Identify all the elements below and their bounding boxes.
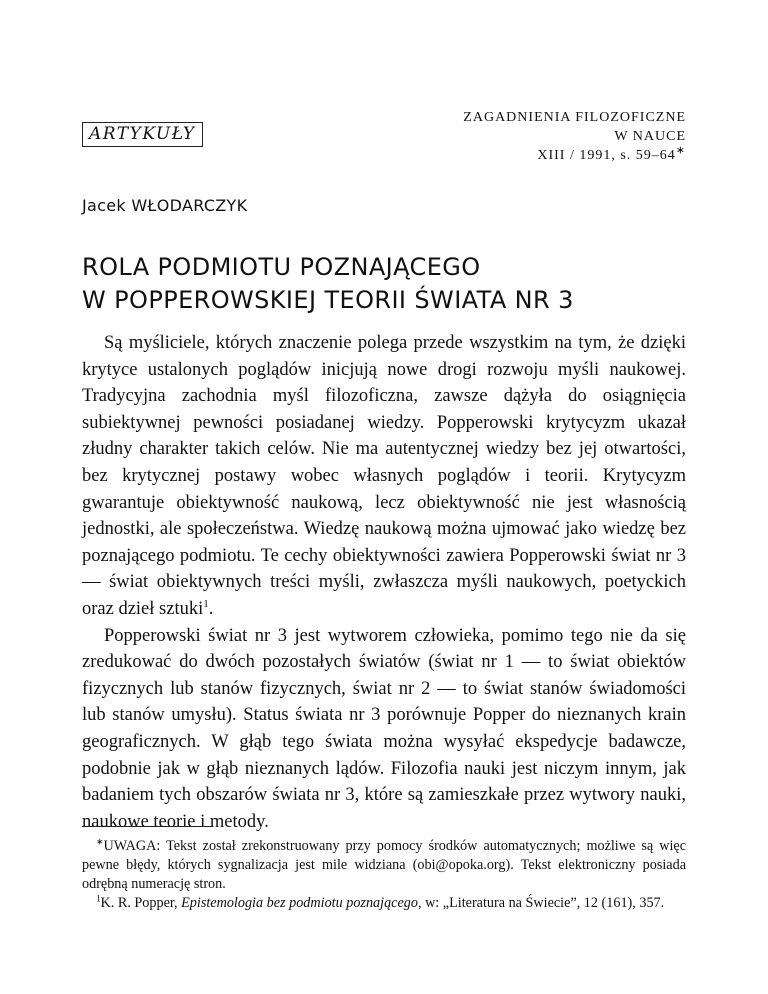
footnote-divider: [82, 826, 212, 827]
footnotes: [82, 837, 686, 913]
paragraph-2: Popperowski świat nr 3 jest wytworem człowieka, pomimo tego nie da się zredukować do dwóch pozostałych światów (świat nr 1 — to świat obiektów fizycznych lub stanów fizycznych, świat nr 2 — to świat stanów świadomości lub stanów umysłu). Status świata nr 3 porównuje Popper do nieznanych krain geograficznych. W głąb tego świata można wysyłać ekspedycje badawcze, podobnie jak w głąb nieznanych lądów. Filozofia nauki jest niczym innym, jak badaniem tych obszarów świata nr 3, które są zamieszkałe przez wytwory nauki, naukowe teorie i metody.: [82, 625, 686, 832]
paragraph-1-text: Są myśliciele, których znaczenie polega przede wszystkim na tym, że dzięki krytyce ustalonych poglądów inicjują nowe drogi rozwoju myśli naukowej. Tradycyjna zachodnia myśl filozoficzna, zawsze dążyła do osiągnięcia subiektywnej pewności posiadanej wiedzy. Popperowski krytycyzm ukazał złudny charakter takich celów. Nie ma autentycznej wiedzy bez jej otwartości, bez krytycznej postawy wobec własnych poglądów i teorii. Krytycyzm gwarantuje obiektywność naukową, lecz obiektywność nie jest własnością jednostki, ale społeczeństwa. Wiedzę naukową można ujmować jako wiedzę bez poznającego podmiotu. Te cechy obiektywności zawiera Popperowski świat nr 3 — świat obiektywnych treści myśli, zwłaszcza myśli naukowych, poetyckich oraz dzieł sztuki: [82, 333, 686, 619]
footnote-1-rest: , w: „Literatura na Świecie”, 12 (161), 357.: [417, 895, 665, 911]
article-title: [82, 251, 574, 317]
article-title-line2: W POPPEROWSKIEJ TEORII ŚWIATA NR 3: [82, 286, 574, 314]
footnote-star-text: UWAGA: Tekst został zrekonstruowany przy pomocy środków automatycznych; możliwe są więc pewne błędy, których sygnalizacja jest mile widziana (obi@opoka.org). Tekst elektroniczny posiada odrębną numerację stron.: [82, 838, 686, 892]
section-label: ARTYKUŁY: [82, 122, 203, 147]
journal-name-line1: ZAGADNIENIA FILOZOFICZNE: [463, 110, 686, 125]
article-title-line1: ROLA PODMIOTU POZNAJĄCEGO: [82, 253, 481, 281]
paragraph-1: [82, 330, 686, 623]
footnote-1-author: K. R. Popper,: [100, 895, 182, 911]
footnote-star-mark: ∗: [96, 836, 104, 847]
author-name: Jacek WŁODARCZYK: [82, 196, 248, 215]
footnote-1-mark: 1: [96, 893, 101, 904]
journal-info: [463, 108, 686, 165]
journal-issue-text: XIII / 1991, s. 59–64: [537, 148, 676, 163]
footnote-star: [82, 837, 686, 894]
article-body: [82, 330, 686, 835]
footnote-star-ref[interactable]: ∗: [675, 144, 686, 157]
journal-name-line2: W NAUCE: [614, 129, 686, 144]
paragraph-1-end: .: [208, 598, 214, 619]
footnote-1-book-title: Epistemologia bez podmiotu poznającego: [181, 895, 418, 911]
footnote-1: [82, 894, 686, 913]
journal-issue: [463, 146, 686, 165]
footnote-1-ref[interactable]: 1: [203, 597, 209, 610]
